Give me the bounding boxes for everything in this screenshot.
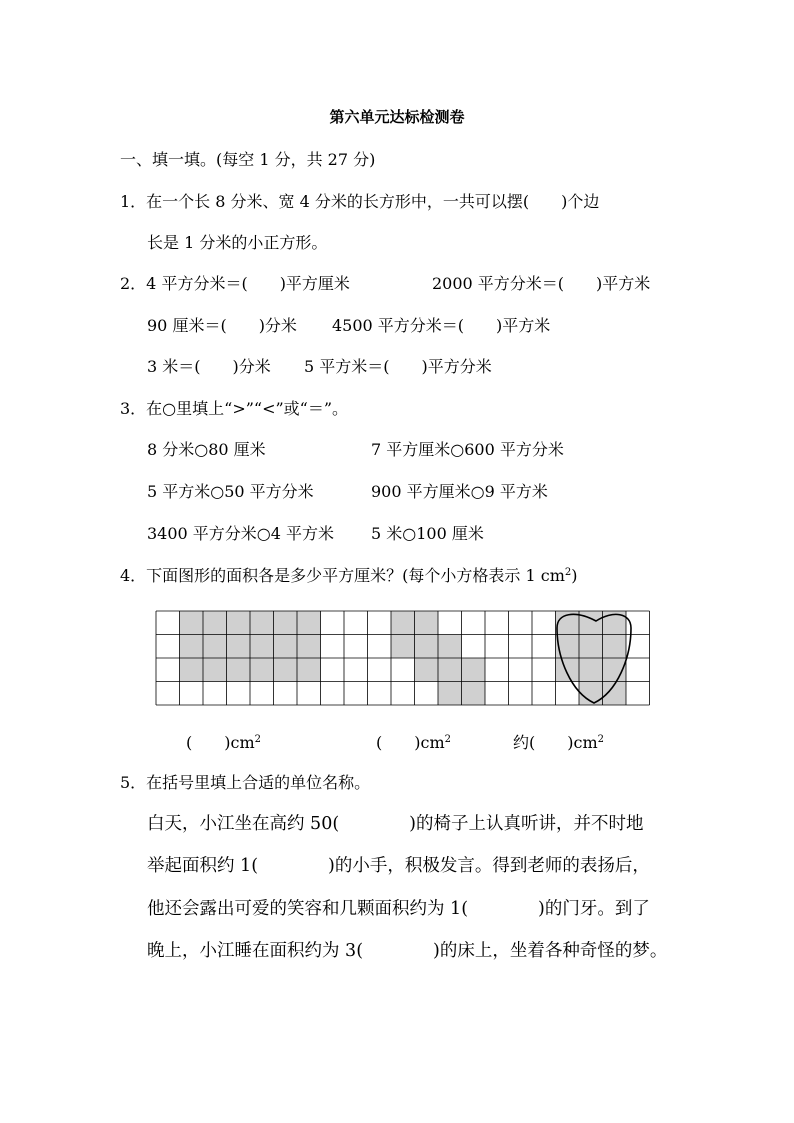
question-3-prompt: 3．在○里填上“>”“<”或“＝”。	[120, 399, 349, 418]
shaded-cell	[579, 658, 603, 682]
area-grid-figure	[155, 610, 653, 708]
shaded-cell	[415, 658, 439, 682]
shaded-cell	[180, 635, 204, 659]
question-3-item: 8 分米○80 厘米	[147, 440, 266, 459]
shaded-cell	[556, 658, 580, 682]
question-3-item: 7 平方厘米○600 平方分米	[371, 440, 564, 459]
question-4-prompt-end: )	[571, 566, 578, 585]
question-5-prompt: 5．在括号里填上合适的单位名称。	[120, 773, 371, 792]
shaded-cell	[438, 682, 462, 706]
answer-blank-3	[513, 733, 604, 753]
question-4-prompt	[120, 566, 578, 586]
question-3-item: 900 平方厘米○9 平方米	[371, 482, 548, 501]
shaded-cell	[274, 611, 298, 635]
answer-blank-1	[186, 733, 261, 753]
shaded-cell	[250, 611, 274, 635]
shaded-cell	[603, 635, 627, 659]
question-5-line: 白天，小江坐在高约 50( )的椅子上认真听讲，并不时地	[147, 814, 644, 834]
shaded-cell	[274, 658, 298, 682]
question-1-line-1: 1．在一个长 8 分米、宽 4 分米的长方形中，一共可以摆( )个边	[120, 192, 600, 211]
question-5-line: 晚上，小江睡在面积约为 3( )的床上，坐着各种奇怪的梦。	[147, 941, 668, 961]
shaded-cell	[579, 611, 603, 635]
shaded-cell	[391, 611, 415, 635]
unit-superscript: 2	[564, 567, 572, 578]
question-4-prompt-text: 4．下面图形的面积各是多少平方厘米？(每个小方格表示 1 cm	[120, 566, 565, 585]
shaded-cell	[297, 635, 321, 659]
shaded-cell	[250, 658, 274, 682]
shaded-cell	[203, 658, 227, 682]
page-title: 第六单元达标检测卷	[329, 108, 465, 126]
shaded-cell	[297, 611, 321, 635]
question-2-item-f: 5 平方米＝( )平方分米	[304, 357, 492, 376]
unit-superscript: 2	[444, 734, 451, 745]
shaded-cell	[438, 635, 462, 659]
question-3-item: 5 米○100 厘米	[371, 524, 484, 543]
shaded-cell	[227, 611, 251, 635]
shaded-cell	[180, 611, 204, 635]
question-2-item-b: 2000 平方分米＝( )平方米	[432, 274, 651, 293]
shaded-cell	[462, 682, 486, 706]
answer-text: ( )cm	[376, 733, 445, 752]
unit-superscript: 2	[254, 734, 261, 745]
unit-superscript: 2	[597, 734, 604, 745]
question-2-item-e: 3 米＝( )分米	[147, 357, 271, 376]
question-3-item: 5 平方米○50 平方分米	[147, 482, 314, 501]
shaded-cell	[579, 635, 603, 659]
shaded-cell	[462, 658, 486, 682]
shaded-cell	[438, 658, 462, 682]
shaded-cell	[415, 635, 439, 659]
shaded-cell	[227, 658, 251, 682]
shaded-cell	[203, 611, 227, 635]
shaded-cell	[250, 635, 274, 659]
answer-blank-2	[376, 733, 451, 753]
question-5-line: 他还会露出可爱的笑容和几颗面积约为 1( )的门牙。到了	[147, 899, 650, 919]
question-2-item-c: 90 厘米＝( )分米	[147, 316, 297, 335]
question-2-item-a: 2．4 平方分米＝( )平方厘米	[120, 274, 350, 293]
question-5-line: 举起面积约 1( )的小手，积极发言。得到老师的表扬后，	[147, 856, 650, 876]
section-heading: 一、填一填。(每空 1 分，共 27 分)	[120, 150, 376, 169]
answer-text: ( )cm	[186, 733, 255, 752]
shaded-cell	[415, 611, 439, 635]
question-3-item: 3400 平方分米○4 平方米	[147, 524, 335, 543]
answer-text: 约( )cm	[513, 733, 598, 752]
shaded-cell	[274, 635, 298, 659]
shaded-cell	[297, 658, 321, 682]
shaded-cell	[203, 635, 227, 659]
shaded-cell	[180, 658, 204, 682]
shaded-cell	[227, 635, 251, 659]
question-2-item-d: 4500 平方分米＝( )平方米	[332, 316, 551, 335]
shaded-cell	[391, 635, 415, 659]
question-1-line-2: 长是 1 分米的小正方形。	[147, 233, 328, 252]
